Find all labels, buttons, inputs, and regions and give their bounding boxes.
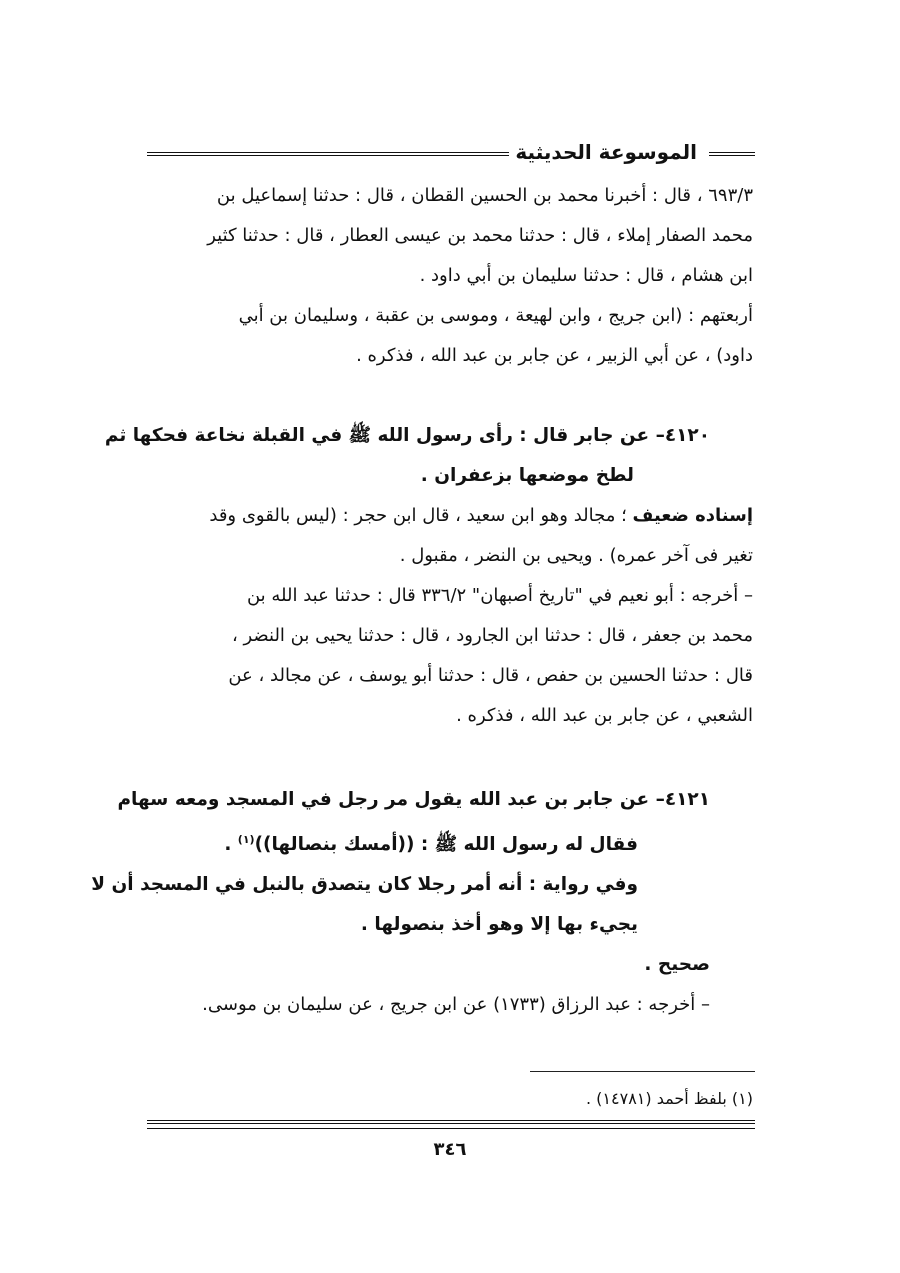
takhrij-line: – أخرجه : عبد الرزاق (١٧٣٣) عن ابن جريج ، عن سليمان بن موسى. — [202, 994, 710, 1016]
hadith-4120-isnad — [145, 496, 753, 736]
footer-rule — [147, 1120, 755, 1124]
header-rule-right — [709, 152, 755, 156]
header-rule-left — [147, 152, 545, 156]
hadith-line: لطخ موضعها بزعفران . — [420, 465, 634, 486]
takhrij-line: محمد بن جعفر ، قال : حدثنا ابن الجارود ، قال : حدثنا يحيى بن النضر ، — [231, 625, 753, 646]
intro-line: داود) ، عن أبي الزبير ، عن جابر بن عبد الله ، فذكره . — [356, 345, 753, 366]
hadith-text: فقال له رسول الله ﷺ : ((أمسك بنصالها)) — [254, 834, 638, 856]
intro-line: محمد الصفار إملاء ، قال : حدثنا محمد بن عيسى العطار ، قال : حدثنا كثير — [207, 225, 753, 246]
hadith-line: ٤١٢٠– عن جابر قال : رأى رسول الله ﷺ في القبلة نخاعة فحكها ثم — [104, 425, 710, 446]
hadith-line: وفي رواية : أنه أمر رجلا كان يتصدق بالنبل في المسجد أن لا — [91, 874, 638, 896]
intro-line: ابن هشام ، قال : حدثنا سليمان بن أبي داود . — [419, 265, 753, 286]
takhrij-line: قال : حدثنا الحسين بن حفص ، قال : حدثنا أبو يوسف ، عن مجالد ، عن — [228, 665, 753, 686]
hadith-line: يجيء بها إلا وهو أخذ بنصولها . — [360, 914, 638, 936]
takhrij-line: – أخرجه : أبو نعيم في "تاريخ أصبهان" ٣٣٦/٢ قال : حدثنا عبد الله بن — [246, 585, 753, 606]
hadith-line: ٤١٢١– عن جابر بن عبد الله يقول مر رجل في المسجد ومعه سهام — [117, 789, 710, 810]
header-title: الموسوعة الحديثية — [509, 140, 703, 164]
footer-rule-thin — [147, 1128, 755, 1129]
footnote: (١) بلفظ أحمد (١٤٧٨١) . — [586, 1089, 753, 1108]
footnote-separator — [530, 1071, 755, 1072]
page-header — [147, 140, 755, 170]
takhrij-line: الشعبي ، عن جابر بن عبد الله ، فذكره . — [456, 705, 753, 726]
isnad-line-2: تغير فى آخر عمره) . ويحيى بن النضر ، مقبول . — [399, 545, 753, 566]
hadith-grade: صحيح . — [644, 954, 710, 976]
hadith-text-end: . — [224, 834, 238, 856]
footnote-marker: (١) — [237, 833, 255, 846]
isnad-text: ؛ مجالد وهو ابن سعيد ، قال ابن حجر : (ليس بالقوى وقد — [209, 505, 633, 526]
isnad-grade: إسناده ضعيف — [632, 505, 753, 526]
intro-line: أربعتهم : (ابن جريج ، وابن لهيعة ، وموسى بن عقبة ، وسليمان بن أبي — [238, 305, 753, 326]
hadith-4120-text — [104, 416, 710, 496]
intro-paragraph — [145, 176, 753, 376]
hadith-line — [145, 820, 710, 865]
hadith-4121-text — [91, 780, 710, 1025]
page-number: ٣٤٦ — [433, 1139, 467, 1160]
isnad-line — [145, 496, 753, 536]
intro-line: ٦٩٣/٣ ، قال : أخبرنا محمد بن الحسين القطان ، قال : حدثنا إسماعيل بن — [216, 185, 753, 206]
